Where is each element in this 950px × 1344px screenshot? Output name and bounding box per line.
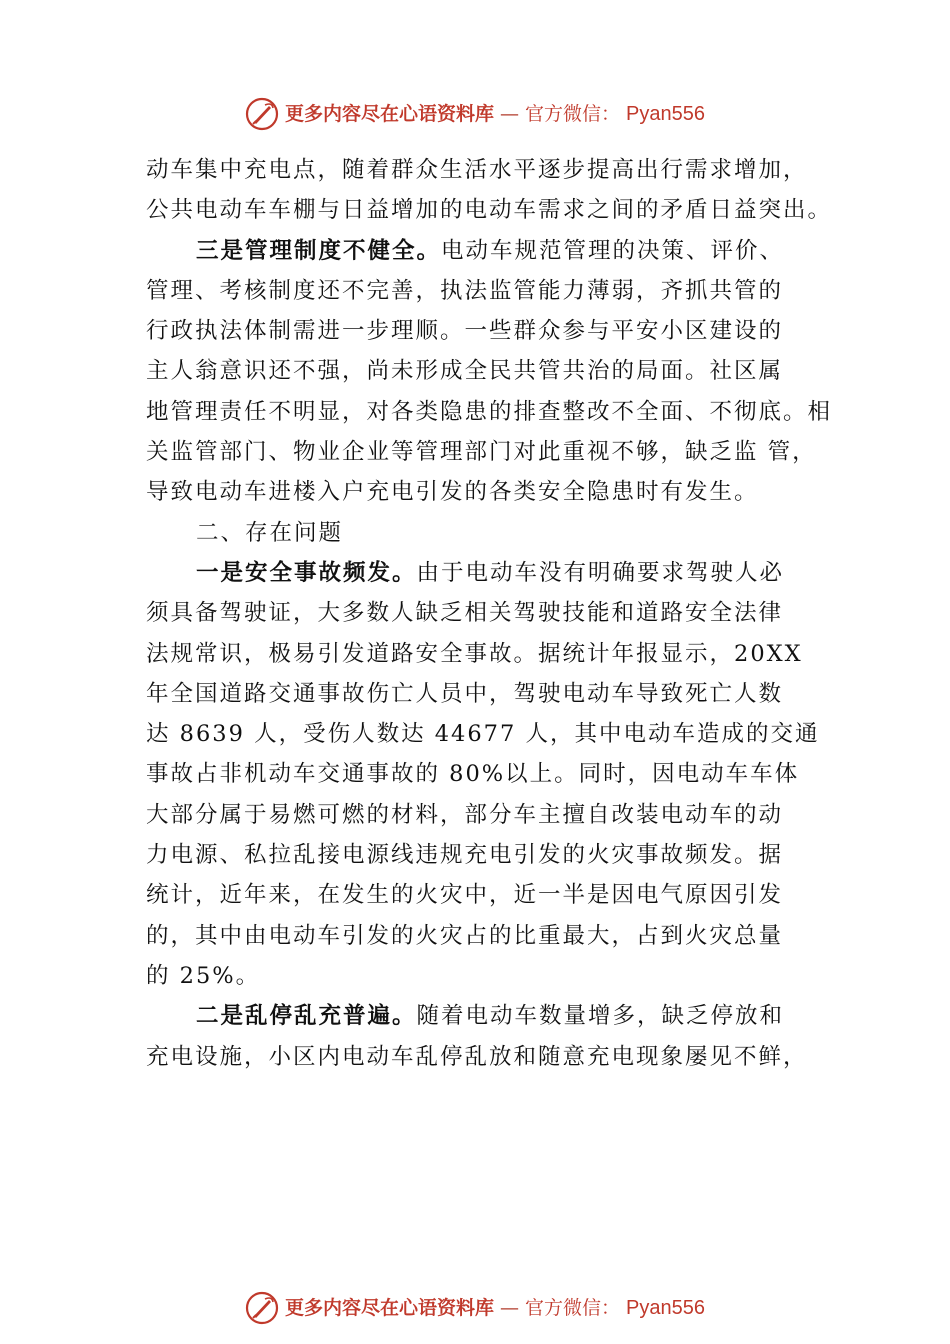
text-line: 年全国道路交通事故伤亡人员中，驾驶电动车导致死亡人数 <box>146 680 784 707</box>
paragraph-line <box>146 231 826 271</box>
paragraph-heading: 二是乱停乱充普遍。 <box>196 1003 417 1030</box>
text-line: 导致电动车进楼入户充电引发的各类安全隐患时有发生。 <box>146 479 759 506</box>
site-name: 更多内容尽在心语资料库 <box>285 103 495 125</box>
paragraph-line <box>146 553 826 593</box>
text-line: 管理、考核制度还不完善，执法监管能力薄弱，齐抓共管的 <box>146 277 784 304</box>
paragraph-text: 随着电动车数量增多，缺乏停放和 <box>416 1003 785 1030</box>
text-line: 公共电动车车棚与日益增加的电动车需求之间的矛盾日益突出。 <box>146 197 833 224</box>
text-line: 须具备驾驶证，大多数人缺乏相关驾驶技能和道路安全法律 <box>146 600 784 627</box>
header-banner <box>0 94 950 134</box>
text-line: 的，其中由电动车引发的火灾占的比重最大，占到火灾总量 <box>146 922 784 949</box>
footer-banner <box>0 1288 950 1328</box>
text-line: 达 8639 人，受伤人数达 44677 人，其中电动车造成的交通 <box>146 721 820 748</box>
text-line: 行政执法体制需进一步理顺。一些群众参与平安小区建设的 <box>146 318 784 345</box>
paragraph-heading: 三是管理制度不健全。 <box>196 237 442 264</box>
text-line: 力电源、私拉乱接电源线违规充电引发的火灾事故频发。据 <box>146 842 784 869</box>
text-line: 事故占非机动车交通事故的 80%以上。同时，因电动车车体 <box>146 761 800 788</box>
pen-quill-logo-icon <box>245 1291 279 1325</box>
text-line: 充电设施，小区内电动车乱停乱放和随意充电现象屡见不鲜， <box>146 1043 808 1070</box>
pen-quill-logo-icon <box>245 97 279 131</box>
separator: — <box>500 1297 520 1319</box>
text-line: 动车集中充电点，随着群众生活水平逐步提高出行需求增加， <box>146 157 808 183</box>
separator: — <box>500 103 520 125</box>
official-label: 官方微信： <box>525 103 621 125</box>
section-heading: 二、存在问题 <box>196 519 344 546</box>
site-name: 更多内容尽在心语资料库 <box>285 1297 495 1319</box>
paragraph-text: 由于电动车没有明确要求驾驶人必 <box>416 559 785 586</box>
document-body <box>146 150 833 1077</box>
text-line: 的 25%。 <box>146 962 261 989</box>
text-line: 法规常识，极易引发道路安全事故。据统计年报显示，20XX <box>146 640 803 667</box>
text-line: 主人翁意识还不强，尚未形成全民共管共治的局面。社区属 <box>146 358 784 385</box>
text-line: 地管理责任不明显，对各类隐患的排查整改不全面、不彻底。相 <box>146 398 833 425</box>
wechat-id: Pyan556 <box>626 1297 705 1319</box>
text-line: 大部分属于易燃可燃的材料，部分车主擅自改装电动车的动 <box>146 801 784 828</box>
paragraph-line <box>146 996 826 1036</box>
wechat-id: Pyan556 <box>626 103 705 125</box>
text-line: 关监管部门、物业企业等管理部门对此重视不够，缺乏监 管， <box>146 439 817 466</box>
paragraph-heading: 一是安全事故频发。 <box>196 559 417 586</box>
official-label: 官方微信： <box>525 1297 621 1319</box>
text-line: 统计，近年来，在发生的火灾中，近一半是因电气原因引发 <box>146 882 784 909</box>
paragraph-text: 电动车规范管理的决策、评价、 <box>441 237 785 264</box>
